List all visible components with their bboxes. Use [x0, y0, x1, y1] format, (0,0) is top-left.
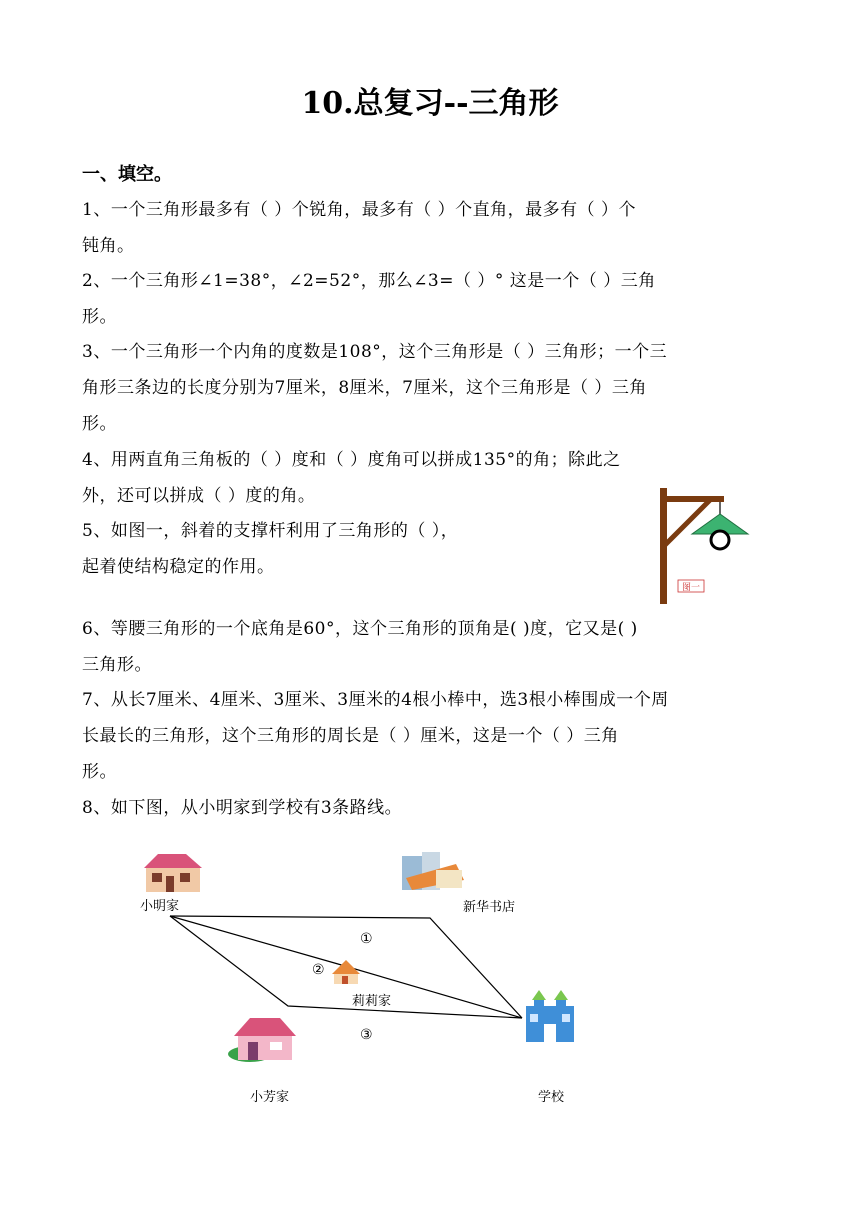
- page-title: 10.总复习--三角形: [301, 86, 559, 121]
- school-icon: [526, 990, 574, 1042]
- question-2: [82, 263, 782, 335]
- question-line: 三角形。: [82, 655, 152, 675]
- xinhua-label: 新华书店: [463, 900, 516, 915]
- question-line: 2、一个三角形∠1=38°，∠2=52°，那么∠3=（ ）° 这是一个（ ）三角: [82, 271, 656, 291]
- bookstore-icon: [402, 852, 464, 890]
- xiaofang-label: 小芳家: [250, 1090, 290, 1105]
- question-line: 起着使结构稳定的作用。: [82, 557, 275, 577]
- xiaofang-house-icon: [228, 1018, 296, 1062]
- question-line: 8、如下图，从小明家到学校有3条路线。: [82, 798, 403, 818]
- figure-1-lamp-post: [650, 484, 760, 606]
- support-brace: [664, 500, 710, 546]
- question-line: 1、一个三角形最多有（ ）个锐角，最多有（ ）个直角，最多有（ ）个: [82, 200, 637, 220]
- question-line: 角形三条边的长度分别为7厘米，8厘米，7厘米，这个三角形是（ ）三角: [82, 378, 647, 398]
- route-3-number: ③: [360, 1027, 373, 1043]
- question-line: 长最长的三角形，这个三角形的周长是（ ）厘米，这是一个（ ）三角: [82, 726, 619, 746]
- question-3: [82, 334, 782, 442]
- question-1: [82, 192, 782, 264]
- question-line: 3、一个三角形一个内角的度数是108°，这个三角形是（ ）三角形；一个三: [82, 342, 668, 362]
- question-line: 钝角。: [82, 236, 135, 256]
- question-line: 外，还可以拼成（ ）度的角。: [82, 486, 316, 506]
- question-line: 4、用两直角三角板的（ ）度和（ ）度角可以拼成135°的角；除此之: [82, 450, 621, 470]
- school-label: 学校: [538, 1090, 565, 1105]
- lili-label: 莉莉家: [352, 994, 392, 1009]
- figure-label: 图一: [681, 583, 701, 593]
- question-7: [82, 682, 782, 790]
- question-line: 7、从长7厘米、4厘米、3厘米、3厘米的4根小棒中，选3根小棒围成一个周: [82, 690, 669, 710]
- route-1-number: ①: [360, 931, 373, 947]
- lamp-bulb: [711, 531, 729, 549]
- question-line: 形。: [82, 307, 117, 327]
- question-line: 形。: [82, 414, 117, 434]
- xiaoming-house-icon: [144, 854, 202, 892]
- route-2-number: ②: [312, 962, 325, 978]
- xiaoming-label: 小明家: [140, 899, 180, 914]
- section-heading: 一、填空。: [82, 164, 172, 185]
- question-line: 5、如图一，斜着的支撑杆利用了三角形的（ ），: [82, 521, 459, 541]
- question-8: [82, 790, 782, 826]
- question-line: 形。: [82, 762, 117, 782]
- route-map: [120, 840, 600, 1120]
- lamp-post-arm: [660, 496, 724, 502]
- question-6: [82, 611, 782, 683]
- question-line: 6、等腰三角形的一个底角是60°，这个三角形的顶角是( )度，它又是( ): [82, 619, 638, 639]
